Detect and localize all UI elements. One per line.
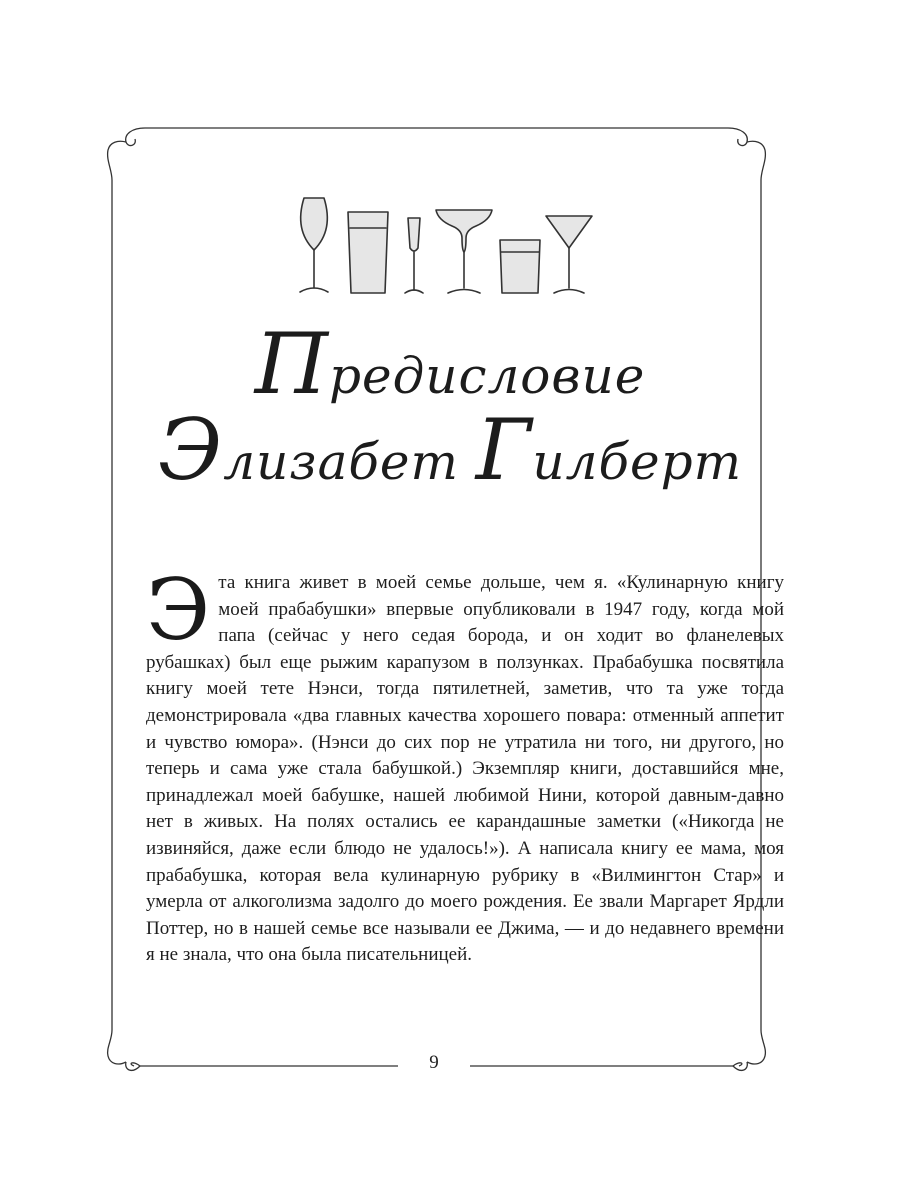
title-initial-p: П [254,315,329,413]
chapter-title-line-1 [150,315,750,413]
title-initial-e: Э [157,401,224,499]
drop-cap: Э [146,561,211,659]
rocks-glass-icon [500,240,540,293]
champagne-flute-icon [405,218,423,293]
paragraph-text: та книга живет в моей семье дольше, чем я. «Кулинарную книгу моей прабабушки» впервые опубликовали в 1947 году, когда мой папа (сейчас у него седая борода, и он ходит во фланелевых рубашках) был еще рыжим карапузом в ползунках. Прабабушка посвятила книгу моей тете Нэнси, тогда пятилетней, заметив, что та уже тогда демонстрировала «два главных качества хорошего повара: отменный аппетит и чувство юмора». (Нэнси до сих пор не утратила ни того, ни другого, но теперь и сама уже стала бабушкой.) Экземпляр книги, доставшийся мне, принадлежал моей бабушке, нашей любимой Нини, которой давным-давно нет в живых. На полях остались ее карандашные заметки («Никогда не извиняйся, даже если блюдо не удалось!»). А написала книгу ее мама, моя прабабушка, которая вела кулинарную рубрику в «Вилмингтон Стар» и умерла от алкоголизма задолго до моего рождения. Ее звали Маргарет Ярдли Поттер, но в нашей семье все называли ее Джима, — и до недавнего времени я не знала, что она была писательницей. [146,572,784,966]
body-paragraph [146,561,784,969]
wine-glass-icon [300,198,328,292]
margarita-glass-icon [436,210,492,293]
martini-glass-icon [546,216,592,293]
title-word-gilbert: илберт [532,433,742,491]
cocktail-glasses-illustration [290,190,600,300]
title-word-foreword: редисловие [328,347,646,405]
title-initial-g: Г [475,401,533,499]
page-number: 9 [429,1052,439,1073]
chapter-title-line-2 [150,401,750,499]
highball-glass-icon [348,212,388,293]
title-word-elizabeth: лизабет [223,433,476,491]
